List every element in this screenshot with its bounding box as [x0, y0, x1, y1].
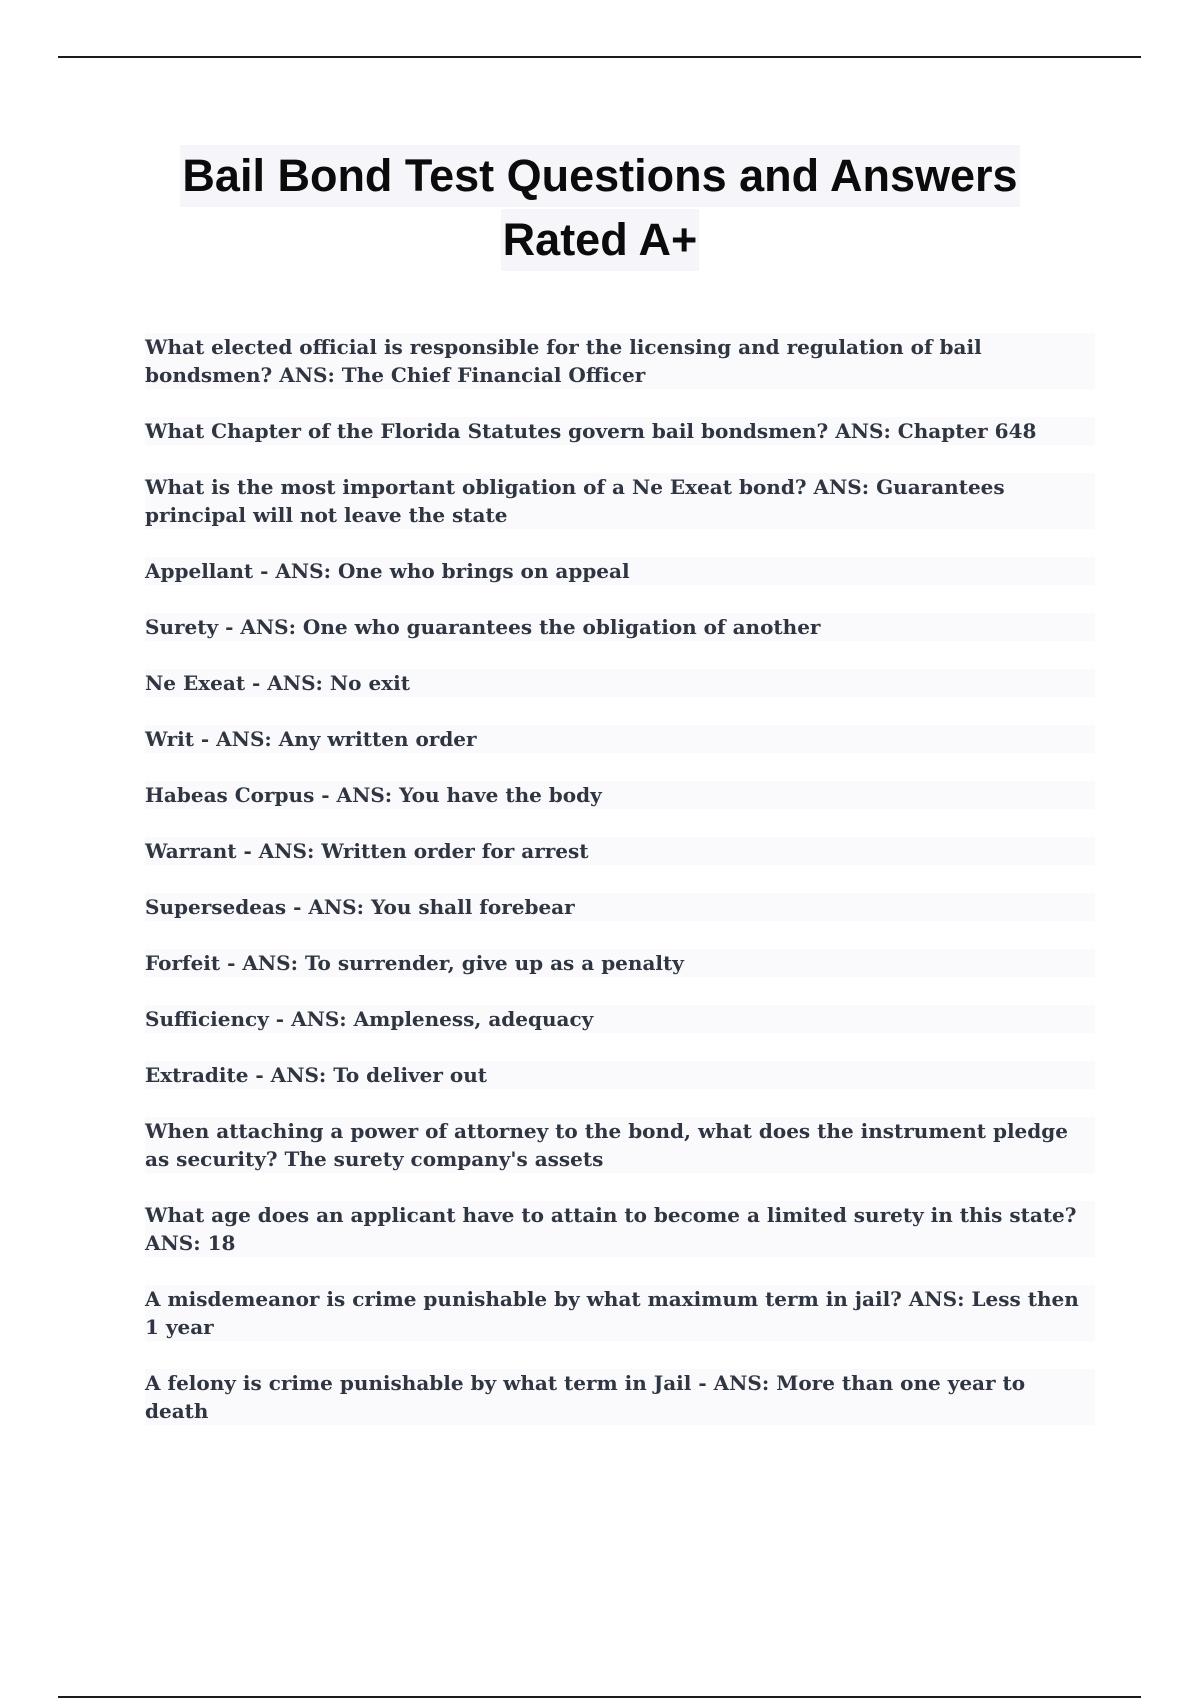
bottom-rule: [58, 1696, 1141, 1698]
qa-item: Writ - ANS: Any written order: [145, 725, 1095, 753]
qa-item: Ne Exeat - ANS: No exit: [145, 669, 1095, 697]
qa-item: What Chapter of the Florida Statutes govern bail bondsmen? ANS: Chapter 648: [145, 417, 1095, 445]
qa-item: A felony is crime punishable by what term in Jail - ANS: More than one year to death: [145, 1369, 1095, 1425]
document-title: [60, 145, 1140, 273]
title-line-2: Rated A+: [501, 209, 700, 271]
qa-item: When attaching a power of attorney to the bond, what does the instrument pledge as security? The surety company's assets: [145, 1117, 1095, 1173]
qa-item: Appellant - ANS: One who brings on appeal: [145, 557, 1095, 585]
qa-item: Extradite - ANS: To deliver out: [145, 1061, 1095, 1089]
qa-item: Sufficiency - ANS: Ampleness, adequacy: [145, 1005, 1095, 1033]
top-rule: [58, 56, 1141, 58]
qa-item: What is the most important obligation of a Ne Exeat bond? ANS: Guarantees principal will not leave the state: [145, 473, 1095, 529]
qa-item: Habeas Corpus - ANS: You have the body: [145, 781, 1095, 809]
qa-item: Supersedeas - ANS: You shall forebear: [145, 893, 1095, 921]
qa-item: Surety - ANS: One who guarantees the obligation of another: [145, 613, 1095, 641]
title-line-1: Bail Bond Test Questions and Answers: [180, 145, 1019, 207]
qa-item: What elected official is responsible for the licensing and regulation of bail bondsmen? ANS: The Chief Financial Officer: [145, 333, 1095, 389]
qa-item: Forfeit - ANS: To surrender, give up as a penalty: [145, 949, 1095, 977]
qa-item: A misdemeanor is crime punishable by what maximum term in jail? ANS: Less then 1 year: [145, 1285, 1095, 1341]
qa-item: Warrant - ANS: Written order for arrest: [145, 837, 1095, 865]
qa-list: [145, 333, 1095, 1453]
qa-item: What age does an applicant have to attain to become a limited surety in this state? ANS: 18: [145, 1201, 1095, 1257]
